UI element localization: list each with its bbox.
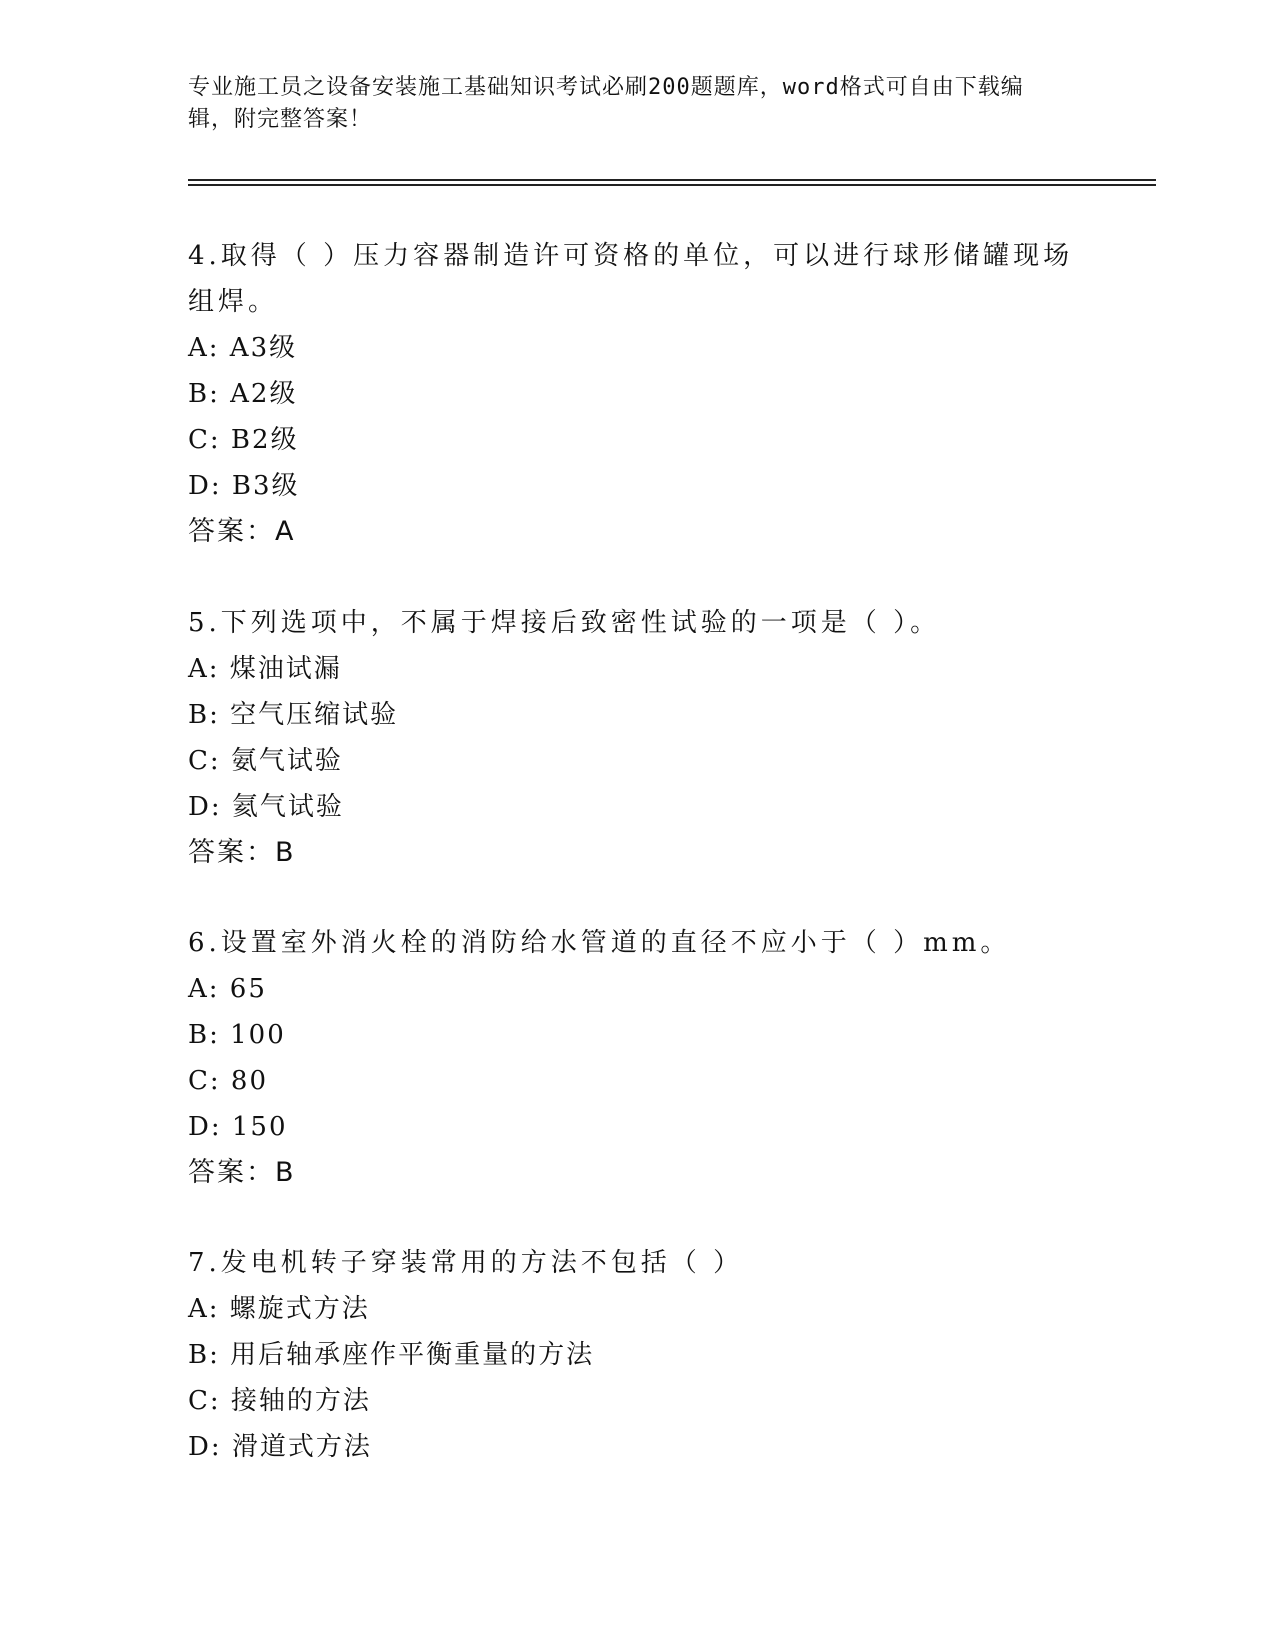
option-c: C: 接轴的方法 xyxy=(188,1386,371,1416)
question-stem: 6.设置室外消火栓的消防给水管道的直径不应小于（ ）mm。 xyxy=(188,928,1011,958)
option-d: D: 150 xyxy=(188,1112,288,1142)
option-b: B: 空气压缩试验 xyxy=(188,700,399,730)
question-7 xyxy=(188,1240,1088,1470)
answer-line: 答案：A xyxy=(188,516,296,547)
header-divider-bottom xyxy=(188,184,1156,186)
question-4 xyxy=(188,233,1088,555)
option-a: A: 螺旋式方法 xyxy=(188,1294,370,1324)
answer-line: 答案：B xyxy=(188,1157,296,1188)
option-c: C: B2级 xyxy=(188,425,299,455)
option-d: D: 氦气试验 xyxy=(188,792,344,822)
option-b: B: 用后轴承座作平衡重量的方法 xyxy=(188,1340,595,1370)
option-d: D: B3级 xyxy=(188,471,300,501)
option-b: B: 100 xyxy=(188,1020,286,1050)
option-a: A: A3级 xyxy=(188,333,298,363)
option-d: D: 滑道式方法 xyxy=(188,1432,372,1462)
option-b: B: A2级 xyxy=(188,379,298,409)
question-stem: 5.下列选项中，不属于焊接后致密性试验的一项是（ ）。 xyxy=(188,608,941,638)
option-a: A: 65 xyxy=(188,974,267,1004)
question-5 xyxy=(188,600,1088,876)
option-c: C: 氨气试验 xyxy=(188,746,343,776)
option-a: A: 煤油试漏 xyxy=(188,654,342,684)
header-divider-top xyxy=(188,179,1156,181)
question-6 xyxy=(188,920,1088,1196)
document-header-title: 专业施工员之设备安装施工基础知识考试必刷200题题库，word格式可自由下载编辑，附完整答案！ xyxy=(188,75,1024,132)
option-c: C: 80 xyxy=(188,1066,269,1096)
question-stem: 7.发电机转子穿装常用的方法不包括（ ） xyxy=(188,1248,744,1278)
question-stem: 4.取得（ ）压力容器制造许可资格的单位，可以进行球形储罐现场组焊。 xyxy=(188,241,1074,317)
answer-line: 答案：B xyxy=(188,837,296,868)
